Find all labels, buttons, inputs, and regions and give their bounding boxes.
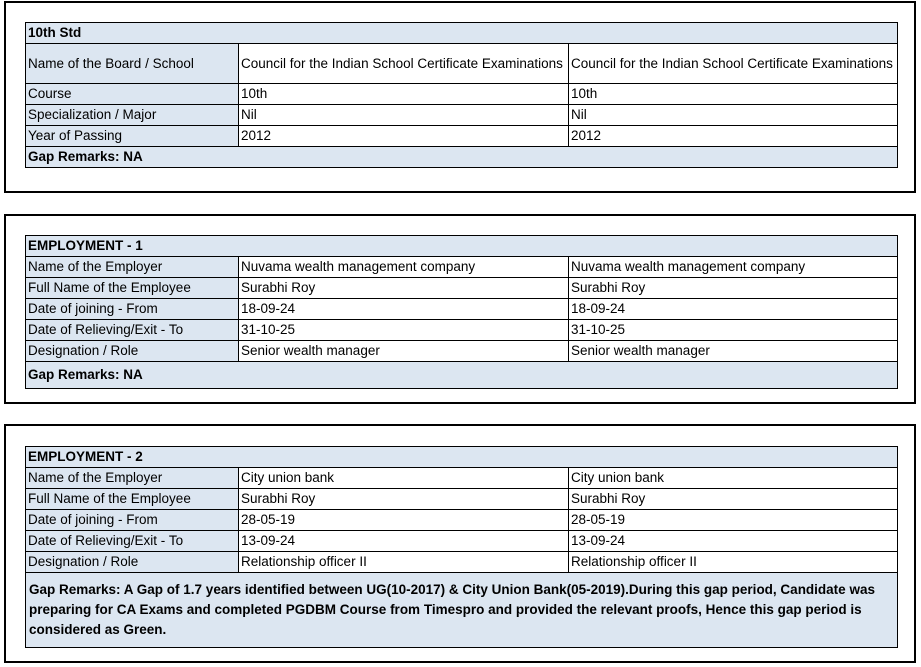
gap-remarks: Gap Remarks: A Gap of 1.7 years identified between UG(10-2017) & City Union Bank(05-2019).During this gap period, Candidate was preparing for CA Exams and completed PGDBM Course from Timespro and provided the relevant proofs, Hence this gap period is considered as Green. (26, 573, 898, 648)
row-label: Date of Relieving/Exit - To (26, 531, 239, 552)
row-value-1: Senior wealth manager (239, 341, 569, 362)
row-value-1: Relationship officer II (239, 552, 569, 573)
gap-remarks: Gap Remarks: NA (26, 362, 898, 389)
row-value-2: 31-10-25 (569, 320, 898, 341)
row-value-1: Nil (239, 105, 569, 126)
row-value-2: Senior wealth manager (569, 341, 898, 362)
section-title: 10th Std (26, 23, 898, 44)
row-value-2: 28-05-19 (569, 510, 898, 531)
employment-1-table (25, 235, 898, 389)
row-label: Specialization / Major (26, 105, 239, 126)
row-value-1: 18-09-24 (239, 299, 569, 320)
row-value-2: Surabhi Roy (569, 489, 898, 510)
employment-2-table (25, 446, 898, 648)
row-label: Full Name of the Employee (26, 278, 239, 299)
row-value-1: 13-09-24 (239, 531, 569, 552)
row-value-1: Nuvama wealth management company (239, 257, 569, 278)
section-title: EMPLOYMENT - 2 (26, 447, 898, 468)
row-value-2: City union bank (569, 468, 898, 489)
row-label: Designation / Role (26, 552, 239, 573)
row-label: Year of Passing (26, 126, 239, 147)
row-value-2: 13-09-24 (569, 531, 898, 552)
employment-1-section (4, 214, 916, 404)
row-value-1: City union bank (239, 468, 569, 489)
row-label: Date of joining - From (26, 510, 239, 531)
employment-2-section (4, 424, 916, 663)
row-value-1: Council for the Indian School Certificate Examinations (239, 44, 569, 84)
gap-remarks: Gap Remarks: NA (26, 147, 898, 168)
row-label: Date of Relieving/Exit - To (26, 320, 239, 341)
row-value-1: 2012 (239, 126, 569, 147)
row-value-2: Council for the Indian School Certificate Examinations (569, 44, 898, 84)
row-value-1: 28-05-19 (239, 510, 569, 531)
section-title: EMPLOYMENT - 1 (26, 236, 898, 257)
row-value-1: 31-10-25 (239, 320, 569, 341)
row-label: Name of the Board / School (26, 44, 239, 84)
education-section (4, 1, 916, 193)
row-value-2: Surabhi Roy (569, 278, 898, 299)
row-value-1: Surabhi Roy (239, 278, 569, 299)
row-label: Course (26, 84, 239, 105)
row-value-2: 18-09-24 (569, 299, 898, 320)
row-label: Name of the Employer (26, 468, 239, 489)
row-label: Name of the Employer (26, 257, 239, 278)
row-value-2: Nil (569, 105, 898, 126)
row-value-2: 2012 (569, 126, 898, 147)
education-table (25, 22, 898, 168)
row-label: Date of joining - From (26, 299, 239, 320)
row-value-1: Surabhi Roy (239, 489, 569, 510)
row-value-1: 10th (239, 84, 569, 105)
row-value-2: 10th (569, 84, 898, 105)
row-label: Designation / Role (26, 341, 239, 362)
row-value-2: Nuvama wealth management company (569, 257, 898, 278)
row-label: Full Name of the Employee (26, 489, 239, 510)
row-value-2: Relationship officer II (569, 552, 898, 573)
